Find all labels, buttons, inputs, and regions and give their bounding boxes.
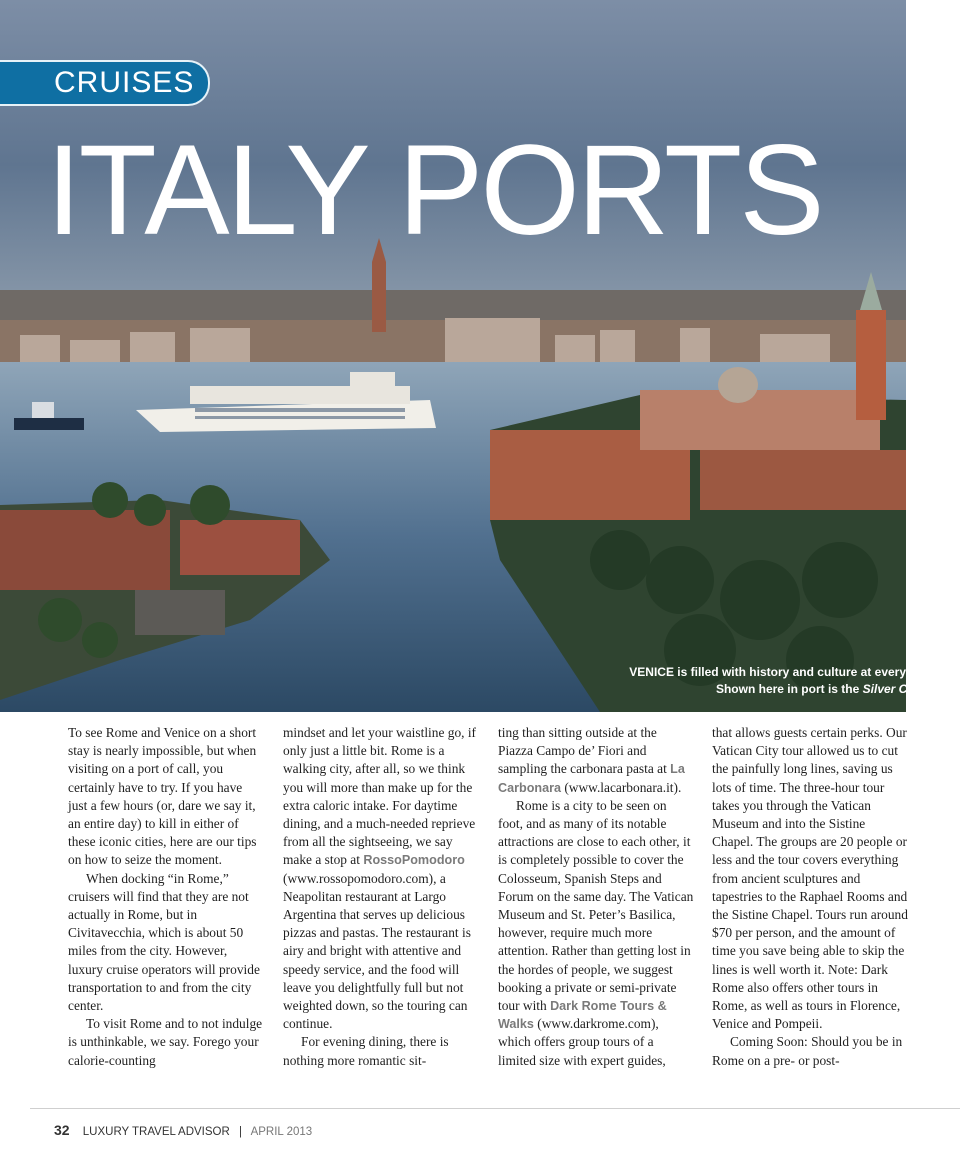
- paragraph-text: Coming Soon: Should you be in Rome on a pre- or post-: [712, 1034, 903, 1068]
- article-paragraph: [712, 724, 908, 1033]
- article-paragraph: [712, 1033, 908, 1069]
- article-paragraph: [498, 797, 694, 1070]
- footer-separator: |: [239, 1126, 242, 1138]
- caption-text: VENICE is filled with history and culture at every turn. Shown here in port is the: [629, 665, 936, 696]
- article-paragraph: To see Rome and Venice on a short stay is nearly impossible, but when visiting on a port of call, you certainly have to try. If you have just a few hours (or, dare we say it, an entire day) to kill in either of these iconic cities, here are our tips on how to seize the moment.: [68, 725, 257, 868]
- footer-divider: [30, 1108, 960, 1109]
- paragraph-text: (www.rossopomodoro.com), a Neapolitan restaurant at Largo Argentina that serves up delicious pizzas and pastas. The restaurant is airy and bright with attentive and speedy service, and the food will leave you delightfully full but not weighted down, so the touring can continue.: [283, 870, 471, 1032]
- paragraph-text: (www.lacarbonara.it).: [561, 779, 682, 795]
- article-paragraph: [283, 1033, 479, 1069]
- paragraph-text: For evening dining, there is nothing more romantic sit-: [283, 1034, 449, 1068]
- paragraph-text: (www.darkrome.com), which offers group tours of a limited size with expert guides,: [498, 1016, 666, 1068]
- issue-date: APRIL 2013: [250, 1126, 313, 1138]
- article-column-4: [712, 724, 908, 1090]
- paragraph-text: that allows guests certain perks. Our Vatican City tour allowed us to cut the painfully long lines, saving us lots of time. The three-hour tour takes you through the Vatican Museum and into the Sistine Chapel. The groups are 20 people or less and the tour covers everything from ancient sculptures and tapestries to the Raphael Rooms and the Sistine Chapel. Tours run around $70 per person, and the amount of time you save being able to skip the lines is well worth it. Note: Dark Rome also offers other tours in Rome, as well as tours in Florence, Venice and Pompeii.: [712, 725, 908, 1032]
- article-paragraph: [283, 724, 479, 1033]
- article-paragraph: To visit Rome and to not indulge is unthinkable, we say. Forego your calorie-counting: [68, 1016, 263, 1068]
- article-column-3: [498, 724, 694, 1090]
- brand-name: Dark Rome Tours & Walks: [498, 999, 667, 1032]
- paragraph-text: ting than sitting outside at the Piazza Campo de’ Fiori and sampling the carbonara pasta at: [498, 725, 671, 777]
- article-column-1: [68, 724, 264, 1090]
- page-title: ITALY PORTS: [46, 119, 822, 262]
- page-number: 32: [54, 1122, 70, 1138]
- publication-name: LUXURY TRAVEL ADVISOR: [82, 1126, 230, 1138]
- paragraph-text: mindset and let your waistline go, if only just a little bit. Rome is a walking city, after all, so we think you will more than make up for the extra caloric intake. For daytime dining, and a much-needed reprieve from all the sightseeing, we say make a stop at: [283, 725, 477, 868]
- paragraph-text: Rome is a city to be seen on foot, and as many of its notable attractions are close to each other, it is completely possible to cover the Colosseum, Spanish Steps and Forum on the same day. The Vatican Museum and St. Peter’s Basilica, however, require much more attention. Rather than getting lost in the hordes of people, we suggest booking a private or semi-private tour with: [498, 797, 694, 1014]
- brand-name: La Carbonara: [498, 762, 685, 795]
- article-paragraph: [498, 724, 694, 797]
- photo-caption: [616, 664, 936, 698]
- page-footer: [54, 1122, 312, 1138]
- article-column-2: [283, 724, 479, 1090]
- brand-name: RossoPomodoro: [363, 853, 465, 868]
- section-label: CRUISES: [0, 60, 210, 106]
- caption-ship-name: Silver Cloud: [862, 682, 933, 696]
- article-paragraph: When docking “in Rome,” cruisers will find that they are not actually in Rome, but in Civitavecchia, which is about 50 miles from the city. However, luxury cruise operators will provide transportation to and from the city center.: [68, 870, 260, 1014]
- caption-end: .: [932, 682, 936, 696]
